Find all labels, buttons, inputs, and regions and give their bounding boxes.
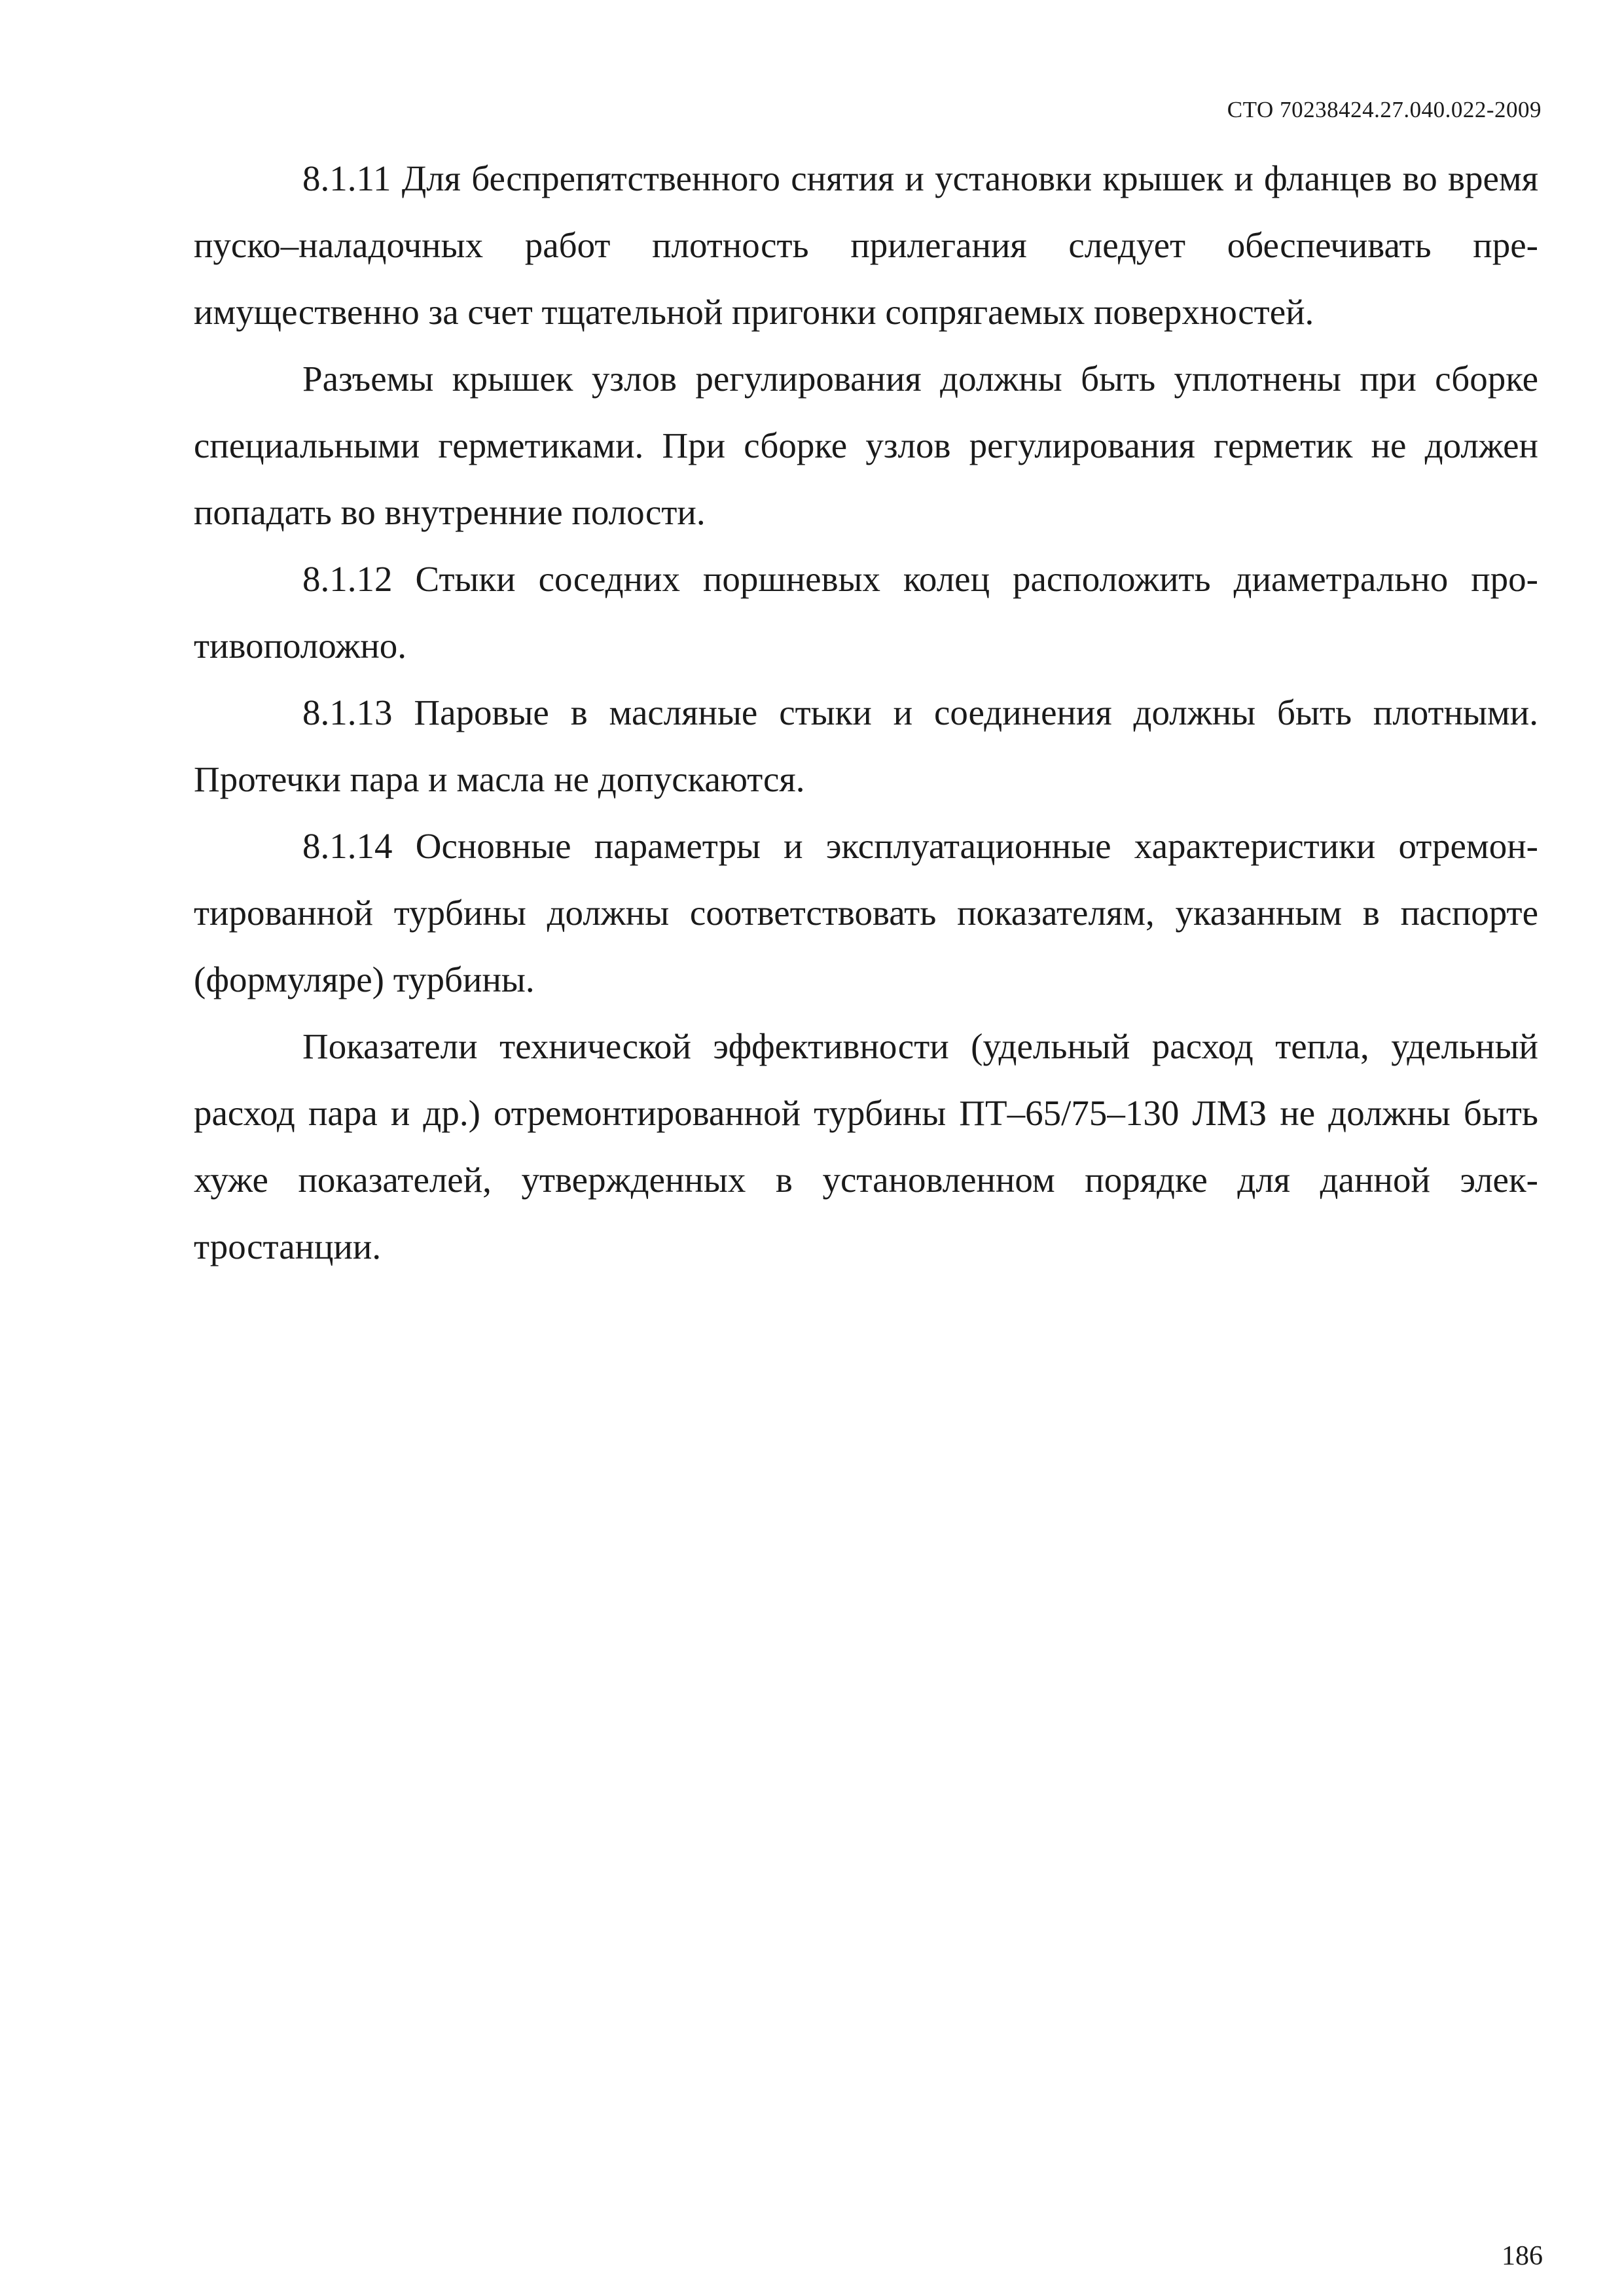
- paragraph-8-1-13: 8.1.13 Паровые в масляные стыки и соединения должны быть плотными. Протечки пара и масла не допускаются.: [194, 692, 1538, 799]
- document-body: [194, 145, 1538, 1280]
- paragraph-efficiency: Показатели технической эффективности (удельный расход тепла, удельный расход пара и др.) отремонтированной турбины ПТ–65/75–130 ЛМЗ не должны быть хуже показателей, утвержденных в установленном порядке для данной электростанции.: [194, 1026, 1538, 1266]
- paragraph-8-1-12: 8.1.12 Стыки соседних поршневых колец расположить диаметрально противоположно.: [194, 559, 1538, 666]
- paragraph-8-1-11: 8.1.11 Для беспрепятственного снятия и установки крышек и фланцев во время пуско–наладочных работ плотность прилегания следует обеспечивать преимущественно за счет тщательной пригонки сопрягаемых поверхностей.: [194, 158, 1538, 332]
- document-code-header: СТО 70238424.27.040.022-2009: [1227, 97, 1542, 122]
- paragraph-8-1-14: 8.1.14 Основные параметры и эксплуатационные характеристики отремонтированной турбины должны соответствовать показателям, указанным в паспорте (формуляре) турбины.: [194, 826, 1538, 999]
- paragraph-sealing: Разъемы крышек узлов регулирования должны быть уплотнены при сборке специальными герметиками. При сборке узлов регулирования герметик не должен попадать во внутренние полости.: [194, 359, 1538, 532]
- page-number: 186: [1502, 2241, 1543, 2271]
